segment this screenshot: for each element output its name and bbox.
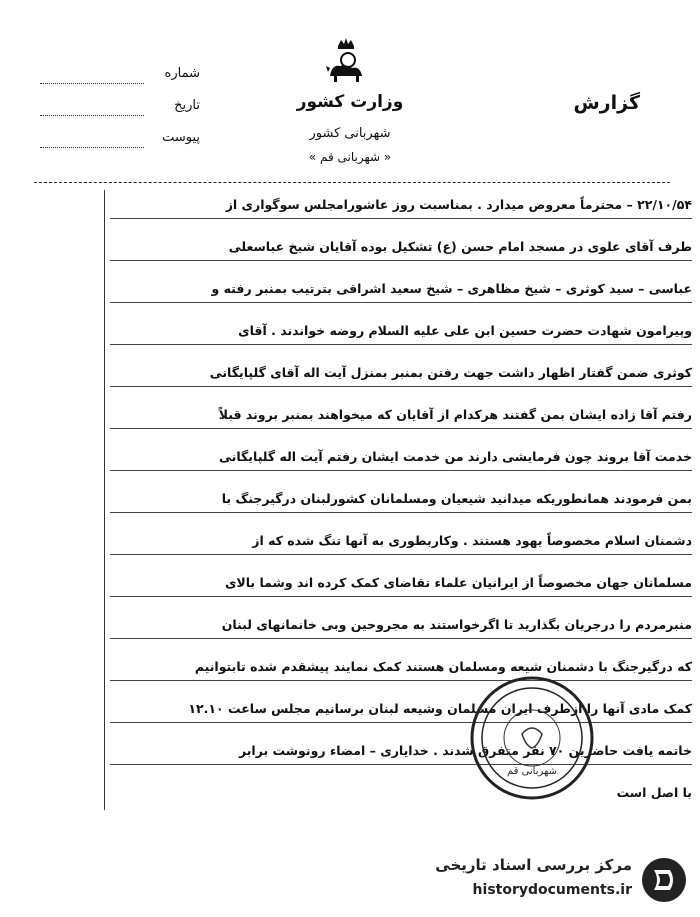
number-line [40,83,144,84]
date-label: تاریخ [174,98,200,113]
lion-and-sun-emblem [324,36,368,84]
body-line: خدمت آقا بروند چون فرمایشی دارند من خدمت ایشان رفتم آیت اله گلپایگانی [110,446,692,471]
stamp-text: شهربانی قم [506,766,558,777]
body-line: عباسی – سید کوثری – شیخ مظاهری – شیخ سعید اشراقی بترتیب بمنبر رفته و [110,278,692,303]
header-divider [34,182,670,183]
ministry-name: وزارت کشور [296,92,404,112]
number-field [40,66,200,88]
body-line: که درگیرجنگ با دشمنان شیعه ومسلمان هستند کمک نمایند پیشقدم شده تابتوانیم [110,656,692,681]
date-field [40,98,200,120]
number-label: شماره [164,66,200,81]
margin-rule [104,190,105,810]
report-title: گزارش [573,92,640,114]
office-subtitle: « شهربانی قم » [308,150,392,164]
body-line: خاتمه یافت حاضرین ۷۰ نفر متفرق شدند . خدایاری – امضاء رونوشت برابر [110,740,692,765]
body-line: کمک مادی آنها را ازطرف ایران مسلمان وشیعه لبنان برسانیم مجلس ساعت ۱۲.۱۰ [110,698,692,723]
date-line [40,115,144,116]
body-line: کوثری ضمن گفتار اظهار داشت جهت رفتن بمنبر بمنزل آیت اله آقای گلپایگانی [110,362,692,387]
body-line: بمن فرمودند همانطوریکه میدانید شیعیان ومسلمانان کشورلبنان درگیرجنگ با [110,488,692,513]
attachment-field [40,130,200,152]
attachment-line [40,147,144,148]
attachment-label: پیوست [162,130,200,145]
archive-logo-icon [640,856,688,904]
watermark-url[interactable]: historydocuments.ir [472,882,632,898]
body-line: طرف آقای علوی در مسجد امام حسن (ع) تشکیل بوده آقایان شیخ عباسعلی [110,236,692,261]
body-line: ۲۲/۱۰/۵۴ – محترماً معروض میدارد . بمناسبت روز عاشورامجلس سوگواری از [110,194,692,219]
body-line: دشمنان اسلام مخصوصاً یهود هستند . وکاربطوری به آنها تنگ شده که از [110,530,692,555]
watermark-title: مرکز بررسی اسناد تاریخی [435,856,632,874]
body-line: وپیرامون شهادت حضرت حسین ابن علی علیه السلام روضه خواندند . آقای [110,320,692,345]
body-line: رفتم آقا زاده ایشان بمن گفتند هرکدام از آقایان که میخواهند بمنبر بروند قبلاً [110,404,692,429]
body-line: با اصل است [616,785,692,800]
official-stamp [468,674,596,802]
archive-watermark [412,852,692,910]
office-name: شهربانی کشور [309,126,391,141]
body-line: منبرمردم را درجریان بگذارید تا اگرخواستند به مجروحین وبی خانمانهای لبنان [110,614,692,639]
body-line: مسلمانان جهان مخصوصاً از ایرانیان علماء تقاضای کمک کرده اند وشما بالای [110,572,692,597]
